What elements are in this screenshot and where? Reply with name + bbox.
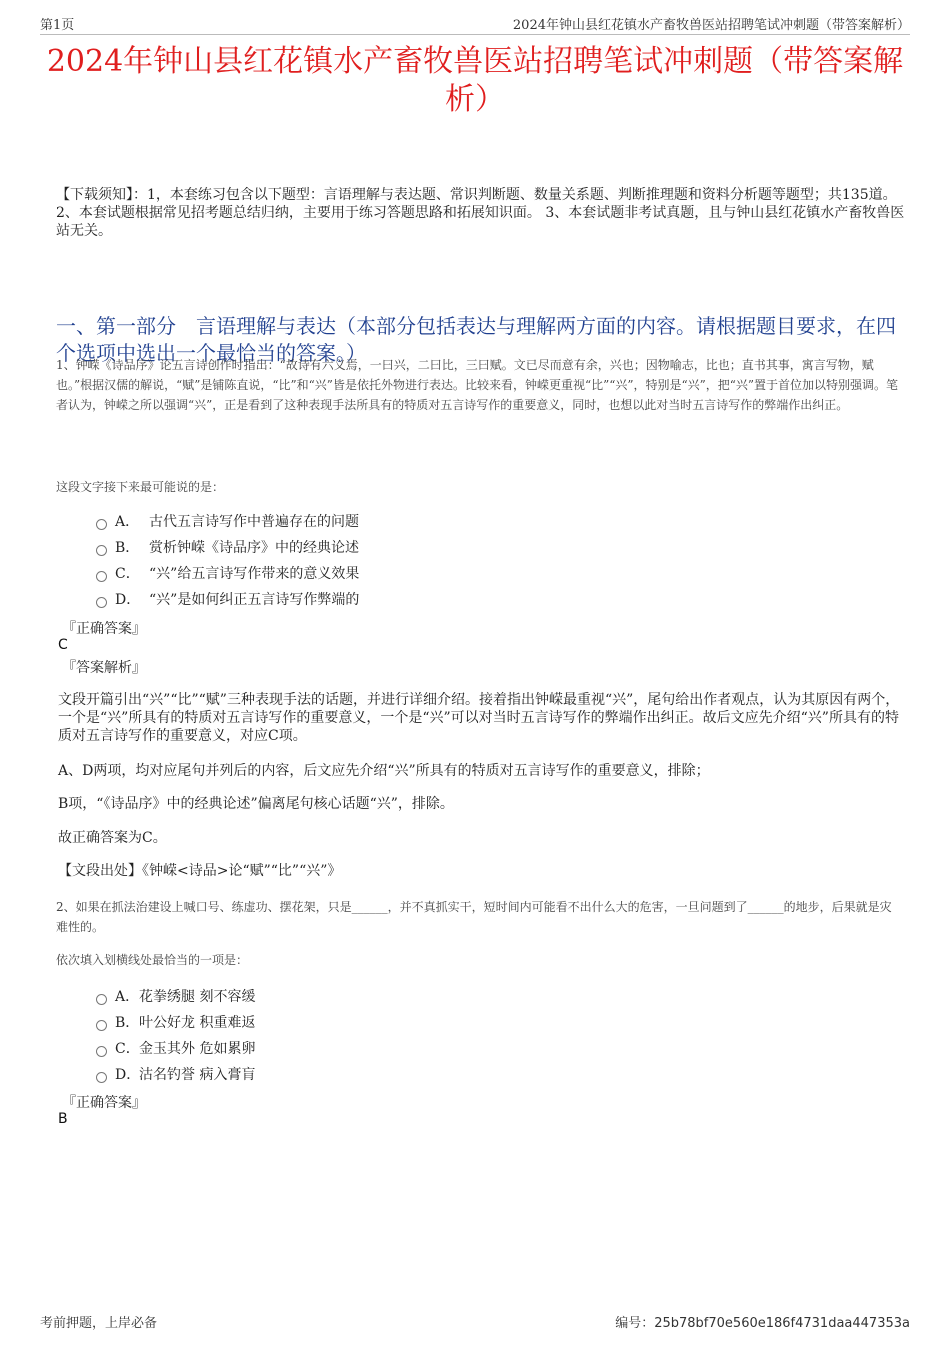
analysis-paragraph: 文段开篇引出“兴”“比”“赋”三种表现手法的话题，并进行详细介绍。接着指出钟嵘最重视“兴”，尾句给出作者观点，认为其原因有两个，一个是“兴”所具有的特质对五言诗写作的重要意义，一个是“兴”可以对当时五言诗写作的弊端作出纠正。故后文应先介绍“兴”所具有的特质对五言诗写作的重要意义，对应C项。 — [58, 692, 900, 744]
option-c[interactable]: C． 金玉其外 危如累卵 — [96, 1035, 796, 1061]
radio-icon[interactable] — [96, 597, 107, 608]
analysis-paragraph: B项，“《诗品序》中的经典论述”偏离尾句核心话题“兴”，排除。 — [58, 796, 454, 812]
answer-label: 『正确答案』 — [62, 1095, 146, 1111]
answer-label: 『正确答案』 — [62, 621, 146, 637]
correct-answer: C — [58, 637, 68, 653]
source-note: 【文段出处】《钟嵘<诗品>论“赋”“比”“兴”》 — [58, 863, 342, 879]
radio-icon[interactable] — [96, 1072, 107, 1083]
option-a[interactable]: A． 花拳绣腿 刻不容缓 — [96, 983, 796, 1009]
page-title: 2024年钟山县红花镇水产畜牧兽医站招聘笔试冲刺题（带答案解析） — [46, 44, 904, 117]
section-heading: 一、第一部分 言语理解与表达（本部分包括表达与理解两方面的内容。请根据题目要求，在四个选项中选出一个最恰当的答案。） — [56, 314, 896, 365]
question-1-prompt: 这段文字接下来最可能说的是： — [56, 480, 225, 494]
question-1-stem: 1、钟嵘《诗品序》论五言诗创作时指出：“故诗有六义焉，一曰兴，二曰比，三曰赋。文已尽而意有余，兴也；因物喻志，比也；直书其事，寓言写物，赋也。”根据汉儒的解说，“赋”是铺陈直说，“比”和“兴”皆是依托外物进行表达。比较来看，钟嵘更重视“比”“兴”，特别是“兴”，把“兴”置于首位加以特别强调。笔者认为，钟嵘之所以强调“兴”，正是看到了这种表现手法所具有的特质对五言诗写作的重要意义，同时，也想以此对当时五言诗写作的弊端作出纠正。 — [56, 358, 899, 412]
option-b[interactable]: B． 叶公好龙 积重难返 — [96, 1009, 796, 1035]
page-header — [40, 12, 910, 32]
page-number: 第1页 — [40, 18, 75, 33]
question-2-options — [96, 983, 796, 1087]
option-d[interactable]: D． “兴”是如何纠正五言诗写作弊端的 — [96, 586, 796, 612]
header-divider — [40, 34, 910, 35]
option-c[interactable]: C． “兴”给五言诗写作带来的意义效果 — [96, 560, 796, 586]
question-1-options — [96, 508, 796, 612]
header-doc-title: 2024年钟山县红花镇水产畜牧兽医站招聘笔试冲刺题（带答案解析） — [512, 18, 910, 33]
option-a[interactable]: A． 古代五言诗写作中普遍存在的问题 — [96, 508, 796, 534]
radio-icon[interactable] — [96, 1046, 107, 1057]
question-2-prompt: 依次填入划横线处最恰当的一项是： — [56, 953, 249, 967]
question-2-stem: 2、如果在抓法治建设上喊口号、练虚功、摆花架，只是______，并不真抓实干，短时间内可能看不出什么大的危害，一旦问题到了______的地步，后果就是灾难性的。 — [56, 900, 892, 934]
radio-icon[interactable] — [96, 545, 107, 556]
radio-icon[interactable] — [96, 1020, 107, 1031]
radio-icon[interactable] — [96, 571, 107, 582]
radio-icon[interactable] — [96, 519, 107, 530]
option-b[interactable]: B． 赏析钟嵘《诗品序》中的经典论述 — [96, 534, 796, 560]
download-notice: 【下载须知】：1，本套练习包含以下题型：言语理解与表达题、常识判断题、数量关系题、判断推理题和资料分析题等题型；共135道。 2、本套试题根据常见招考题总结归纳，主要用于练习答题思路和拓展知识面。 3、本套试题非考试真题，且与钟山县红花镇水产畜牧兽医站无关。 — [56, 187, 905, 239]
option-d[interactable]: D． 沽名钓誉 病入膏肓 — [96, 1061, 796, 1087]
radio-icon[interactable] — [96, 994, 107, 1005]
correct-answer: B — [58, 1111, 68, 1127]
analysis-paragraph: A、D两项，均对应尾句并列后的内容，后文应先介绍“兴”所具有的特质对五言诗写作的重要意义，排除； — [58, 763, 710, 779]
analysis-label: 『答案解析』 — [62, 660, 146, 676]
footer-slogan: 考前押题，上岸必备 — [40, 1316, 158, 1331]
document-code: 编号：25b78bf70e560e186f4731daa447353a — [615, 1316, 910, 1331]
analysis-paragraph: 故正确答案为C。 — [58, 830, 167, 846]
